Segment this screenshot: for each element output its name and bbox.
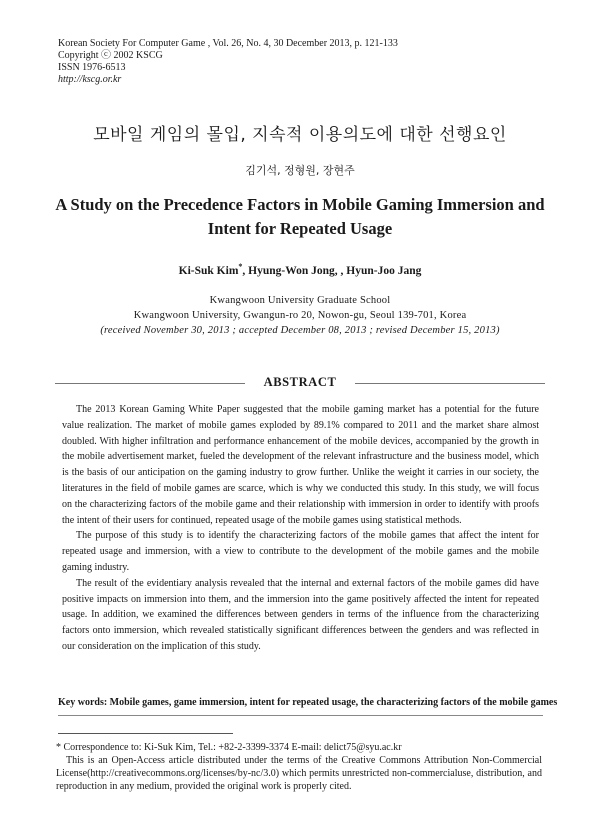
affiliation-address: Kwangwoon University, Gwangun-ro 20, Nowon-gu, Seoul 139-701, Korea — [133, 310, 467, 321]
keywords: Key words: Mobile games, game immersion, intent for repeated usage, the characterizing factors of the mobile games — [58, 697, 558, 708]
korean-authors: 김기석, 정형원, 장현주 — [245, 164, 355, 177]
open-access-note: This is an Open-Access article distributed under the terms of the Creative Commons Attribution Non-Commercial License(http://creativecommons.org/licenses/by-nc/3.0) which permits unrestricted non-commercialuse, distribution, and reproduction in any medium, provided the original work is properly cited. — [56, 755, 542, 792]
abstract-heading — [55, 376, 545, 390]
correspondence-note: * Correspondence to: Ki-Suk Kim, Tel.: +82-2-3399-3374 E-mail: delict75@syu.ac.kr — [56, 742, 402, 753]
abstract-paragraph-2: The purpose of this study is to identify the characterizing factors of the mobile games that affect the intent for repeated usage and immersion, with a view to contribute to the development of the mobile games and the mobile gaming industry. — [62, 530, 539, 573]
co-authors: , Hyung-Won Jong, , Hyun-Joo Jang — [242, 264, 422, 277]
english-title: A Study on the Precedence Factors in Mobile Gaming Immersion and Intent for Repeated Usage — [55, 195, 545, 238]
first-author: Ki-Suk Kim — [178, 264, 239, 277]
footnote-rule — [58, 733, 233, 734]
journal-copyright: Copyright ⓒ 2002 KSCG — [58, 50, 163, 61]
heading-rule-right — [355, 383, 545, 384]
abstract-heading-text: ABSTRACT — [263, 375, 337, 389]
affiliation-block — [0, 293, 600, 338]
journal-header — [58, 38, 398, 86]
journal-url[interactable]: http://kscg.or.kr — [58, 74, 122, 85]
journal-citation: Korean Society For Computer Game , Vol. 26, No. 4, 30 December 2013, p. 121-133 — [58, 38, 398, 49]
affiliation-school: Kwangwoon University Graduate School — [209, 295, 391, 306]
journal-issn: ISSN 1976-6513 — [58, 62, 126, 73]
corresponding-mark: * — [238, 262, 243, 271]
abstract-paragraph-3: The result of the evidentiary analysis revealed that the internal and external factors of the mobile games did have positive impacts on immersion into them, and the immersion into the game positively affected the intent for repeated usage. In addition, we examined the differences between genders in terms of the influence from the characterizing factors onto immersion, which revealed statistically significant differences between the genders and was reflected in our consideration on the implication of this study. — [62, 577, 539, 652]
abstract-body — [62, 402, 539, 655]
abstract-paragraph-1: The 2013 Korean Gaming White Paper suggested that the mobile gaming market has a potential for the future value realization. The market of mobile games exploded by 89.1% compared to 2011 and the market share almost doubled. With higher infiltration and performance enhancement of the mobile devices, accompanied by the growth in the mobile advertisement market, fueled the development of the relevant infrastructure and the business model, which is the basis of our anticipation on the gaming industry to grow further. Unlike the weight it carries in our society, the literatures in the field of mobile games are scarce, which is why we conducted this study. In this study, we will focus on the characterizing factors of the mobile game and their relationship with immersion in order to identify with proofs the intent of their users for continued, repeated usage of the mobile games using statistical methods. — [62, 404, 539, 526]
keywords-divider — [58, 715, 543, 716]
submission-dates: (received November 30, 2013 ; accepted December 08, 2013 ; revised December 15, 2013) — [100, 325, 500, 336]
korean-title: 모바일 게임의 몰입, 지속적 이용의도에 대한 선행요인 — [93, 125, 507, 145]
english-authors — [0, 262, 600, 277]
footnote-block — [56, 741, 542, 793]
